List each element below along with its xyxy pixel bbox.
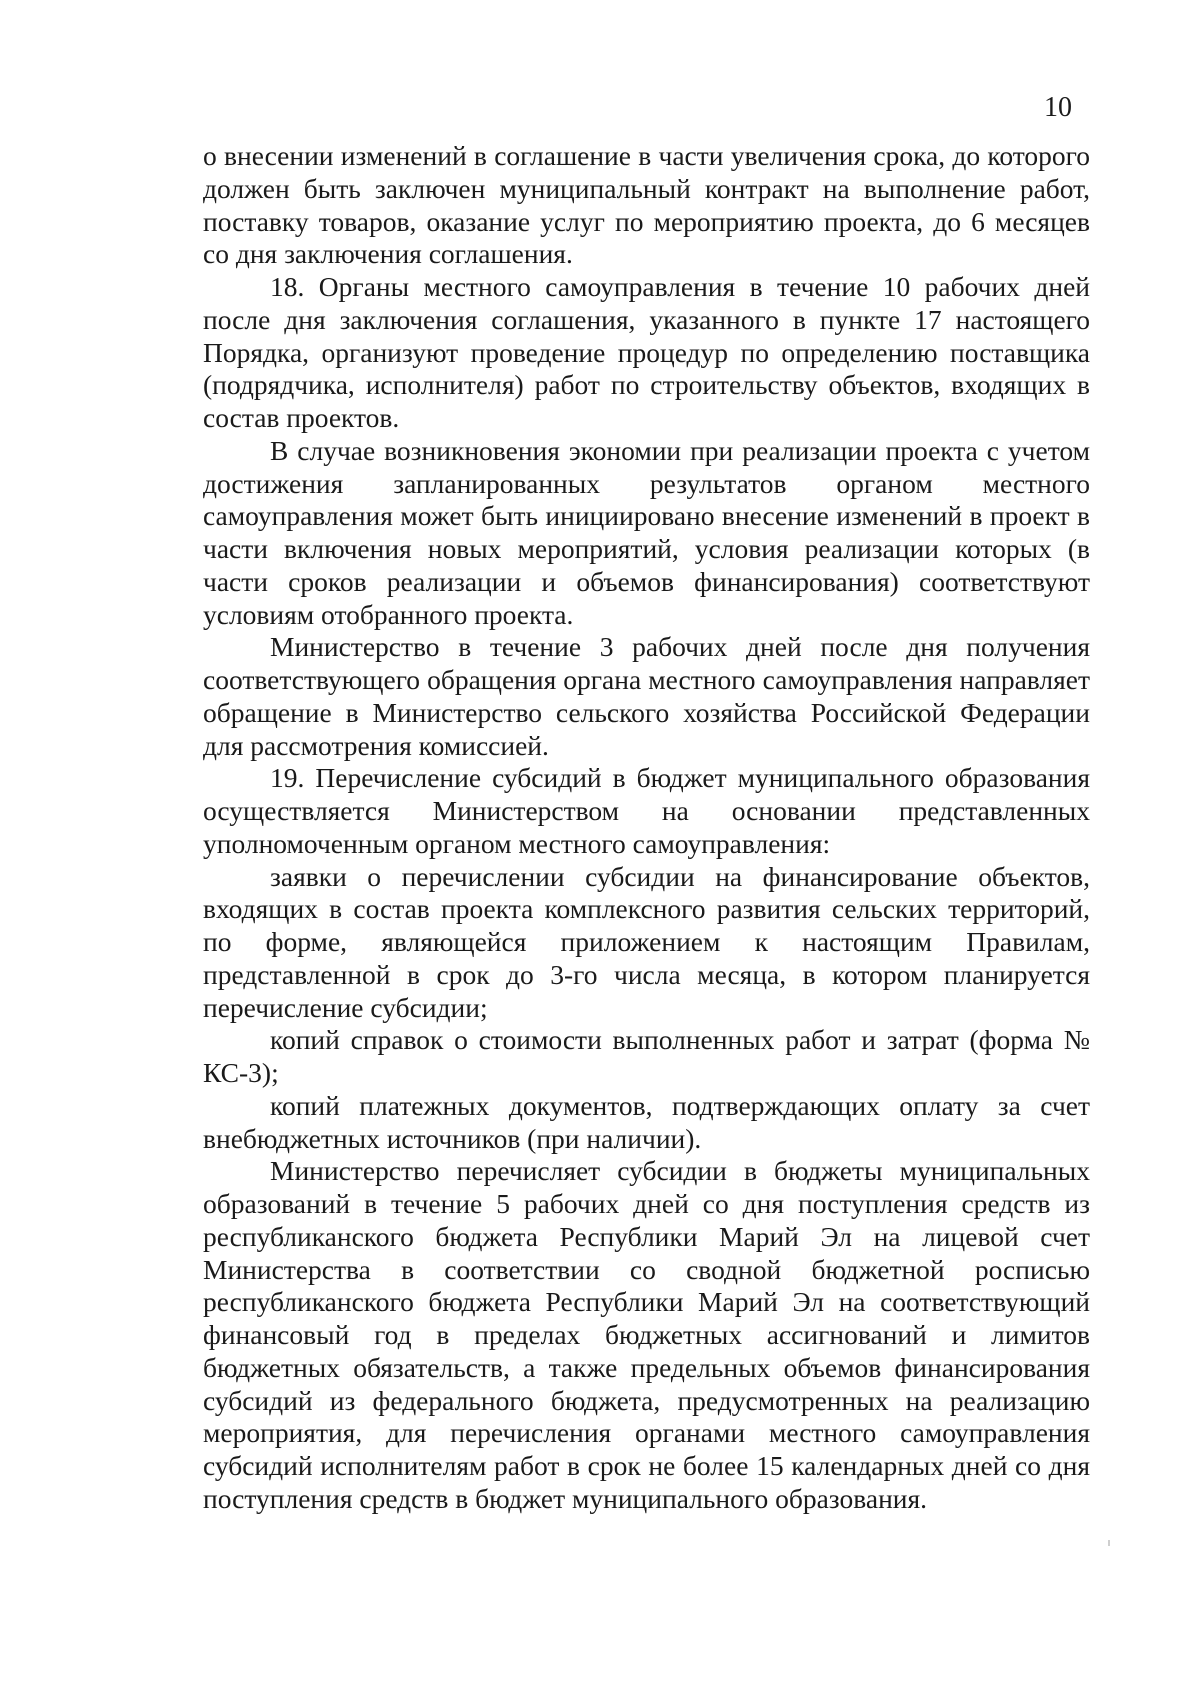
paragraph-transfer: Министерство перечисляет субсидии в бюджеты муниципальных образований в течение 5 рабочих дней со дня поступления средств из республиканского бюджета Республики Марий Эл на лицевой счет Министерства в соответствии со сводной бюджетной росписью республиканского бюджета Республики Марий Эл на соответствующий финансовый год в пределах бюджетных ассигнований и лимитов бюджетных обязательств, а также предельных объемов финансирования субсидий из федерального бюджета, предусмотренных на реализацию мероприятия, для перечисления органами местного самоуправления субсидий исполнителям работ в срок не более 15 календарных дней со дня поступления средств в бюджет муниципального образования. [203, 1155, 1090, 1514]
list-item-ks3-copies: копий справок о стоимости выполненных работ и затрат (форма № КС-3); [203, 1024, 1090, 1088]
list-item-application: заявки о перечислении субсидии на финансирование объектов, входящих в состав проекта комплексного развития сельских территорий, по форме, являющейся приложением к настоящим Правилам, представленной в срок до 3-го числа месяца, в котором планируется перечисление субсидии; [203, 860, 1090, 1023]
list-item-payment-documents: копий платежных документов, подтверждающих оплату за счет внебюджетных источников (при наличии). [203, 1089, 1090, 1154]
paragraph-item-19: 19. Перечисление субсидий в бюджет муниципального образования осуществляется Министерством на основании представленных уполномоченным органом местного самоуправления: [203, 762, 1090, 859]
document-body [203, 140, 1090, 1516]
paragraph-item-18: 18. Органы местного самоуправления в течение 10 рабочих дней после дня заключения соглашения, указанного в пункте 17 настоящего Порядка, организуют проведение процедур по определению поставщика (подрядчика, исполнителя) работ по строительству объектов, входящих в состав проектов. [203, 271, 1090, 433]
scan-speck [1108, 1540, 1110, 1546]
paragraph-ministry-appeal: Министерство в течение 3 рабочих дней после дня получения соответствующего обращения органа местного самоуправления направляет обращение в Министерство сельского хозяйства Российской Федерации для рассмотрения комиссией. [203, 631, 1090, 761]
paragraph-savings: В случае возникновения экономии при реализации проекта с учетом достижения запланированных результатов органом местного самоуправления может быть инициировано внесение изменений в проект в части включения новых мероприятий, условия реализации которых (в части сроков реализации и объемов финансирования) соответствуют условиям отобранного проекта. [203, 434, 1090, 630]
paragraph-continuation: о внесении изменений в соглашение в части увеличения срока, до которого должен быть заключен муниципальный контракт на выполнение работ, поставку товаров, оказание услуг по мероприятию проекта, до 6 месяцев со дня заключения соглашения. [203, 140, 1090, 270]
page-number: 10 [1044, 92, 1072, 123]
